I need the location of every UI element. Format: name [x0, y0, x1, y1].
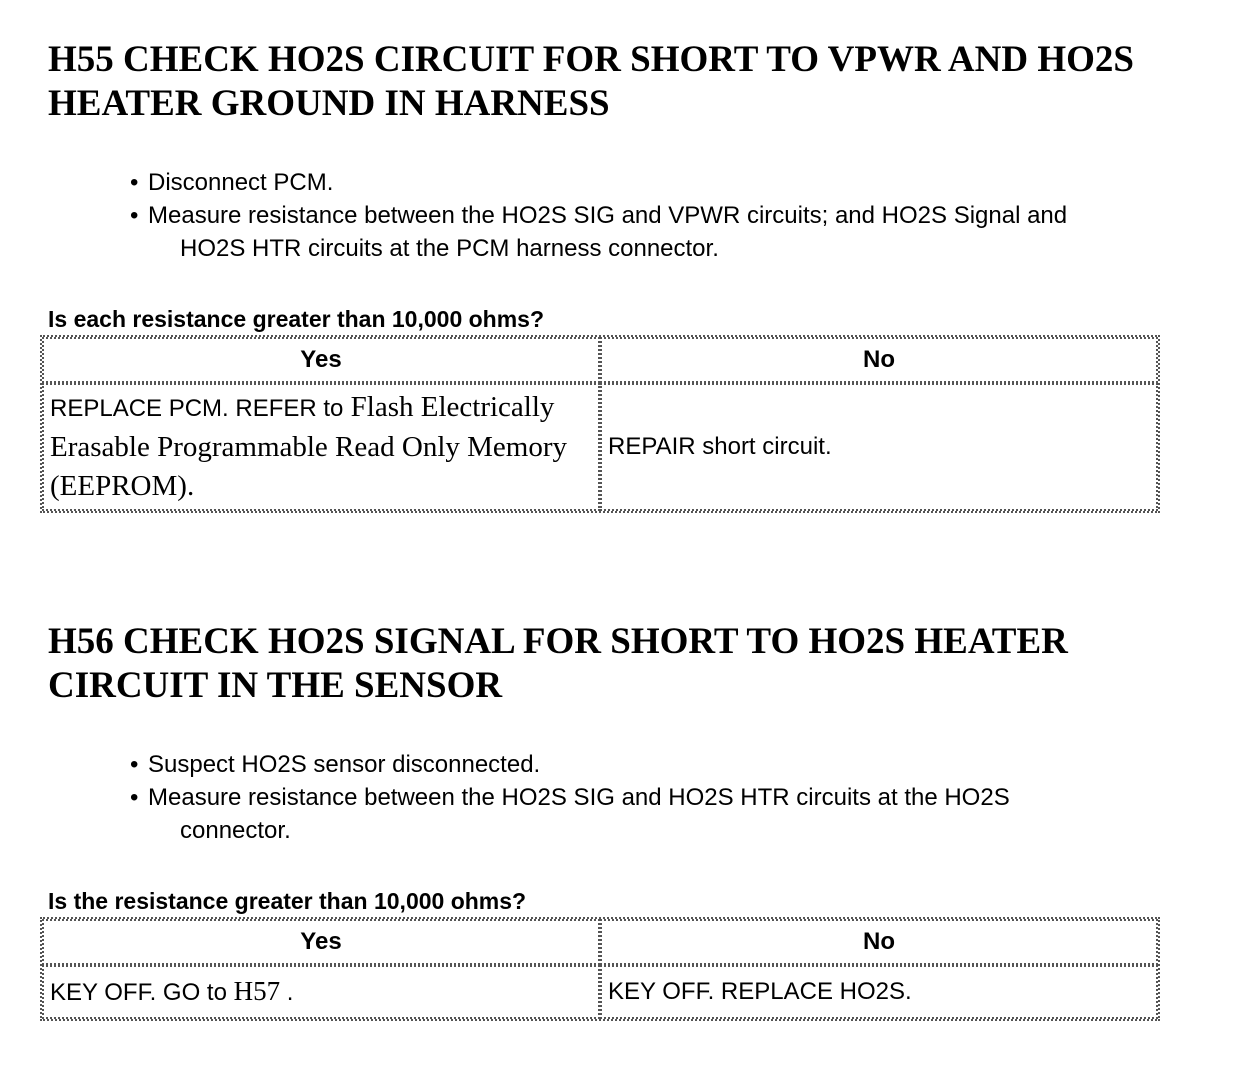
yes-action-tail: . [286, 979, 294, 1006]
bullet-icon: • [130, 169, 139, 196]
bullet-icon: • [130, 202, 139, 229]
table-header-row [42, 337, 1158, 383]
table-row [42, 383, 1158, 511]
yes-header: Yes [42, 337, 600, 383]
no-cell [600, 383, 1158, 511]
step-text-continued: connector. [180, 817, 291, 844]
section-heading: H56 CHECK HO2S SIGNAL FOR SHORT TO HO2S HEATER CIRCUIT IN THE SENSOR [48, 621, 1068, 706]
yes-reference-link[interactable]: Flash Electrically Erasable Programmable Read Only Memory (EEPROM). [50, 391, 568, 502]
yes-reference-link[interactable]: H57 [233, 976, 281, 1006]
bullet-icon: • [130, 751, 139, 778]
step-item [130, 166, 1230, 199]
step-text: Measure resistance between the HO2S SIG and HO2S HTR circuits at the HO2S [148, 784, 1010, 811]
step-item [130, 199, 1230, 265]
section-heading: H55 CHECK HO2S CIRCUIT FOR SHORT TO VPWR AND HO2S HEATER GROUND IN HARNESS [48, 39, 1134, 124]
bullet-icon: • [130, 784, 139, 811]
step-text: Measure resistance between the HO2S SIG and VPWR circuits; and HO2S Signal and [148, 202, 1068, 229]
yes-action-text: KEY OFF. GO to [50, 979, 227, 1006]
yes-header: Yes [42, 919, 600, 965]
no-action-text: KEY OFF. REPLACE HO2S. [608, 978, 912, 1005]
step-item [130, 748, 1230, 781]
yes-cell [42, 383, 600, 511]
step-text-continued: HO2S HTR circuits at the PCM harness connector. [180, 235, 719, 262]
table-row [42, 965, 1158, 1019]
no-cell [600, 965, 1158, 1019]
no-header: No [600, 919, 1158, 965]
yes-action-text: REPLACE PCM. REFER to [50, 395, 344, 422]
result-table [40, 335, 1160, 513]
question-text: Is each resistance greater than 10,000 ohms? [48, 306, 545, 332]
yes-cell [42, 965, 600, 1019]
question-text: Is the resistance greater than 10,000 ohms? [48, 888, 527, 914]
table-header-row [42, 919, 1158, 965]
step-list [130, 748, 1230, 847]
step-text: Suspect HO2S sensor disconnected. [148, 751, 541, 778]
result-table [40, 917, 1160, 1021]
no-action-text: REPAIR short circuit. [608, 433, 832, 460]
step-item [130, 781, 1230, 847]
step-text: Disconnect PCM. [148, 169, 334, 196]
no-header: No [600, 337, 1158, 383]
step-list [130, 166, 1230, 265]
